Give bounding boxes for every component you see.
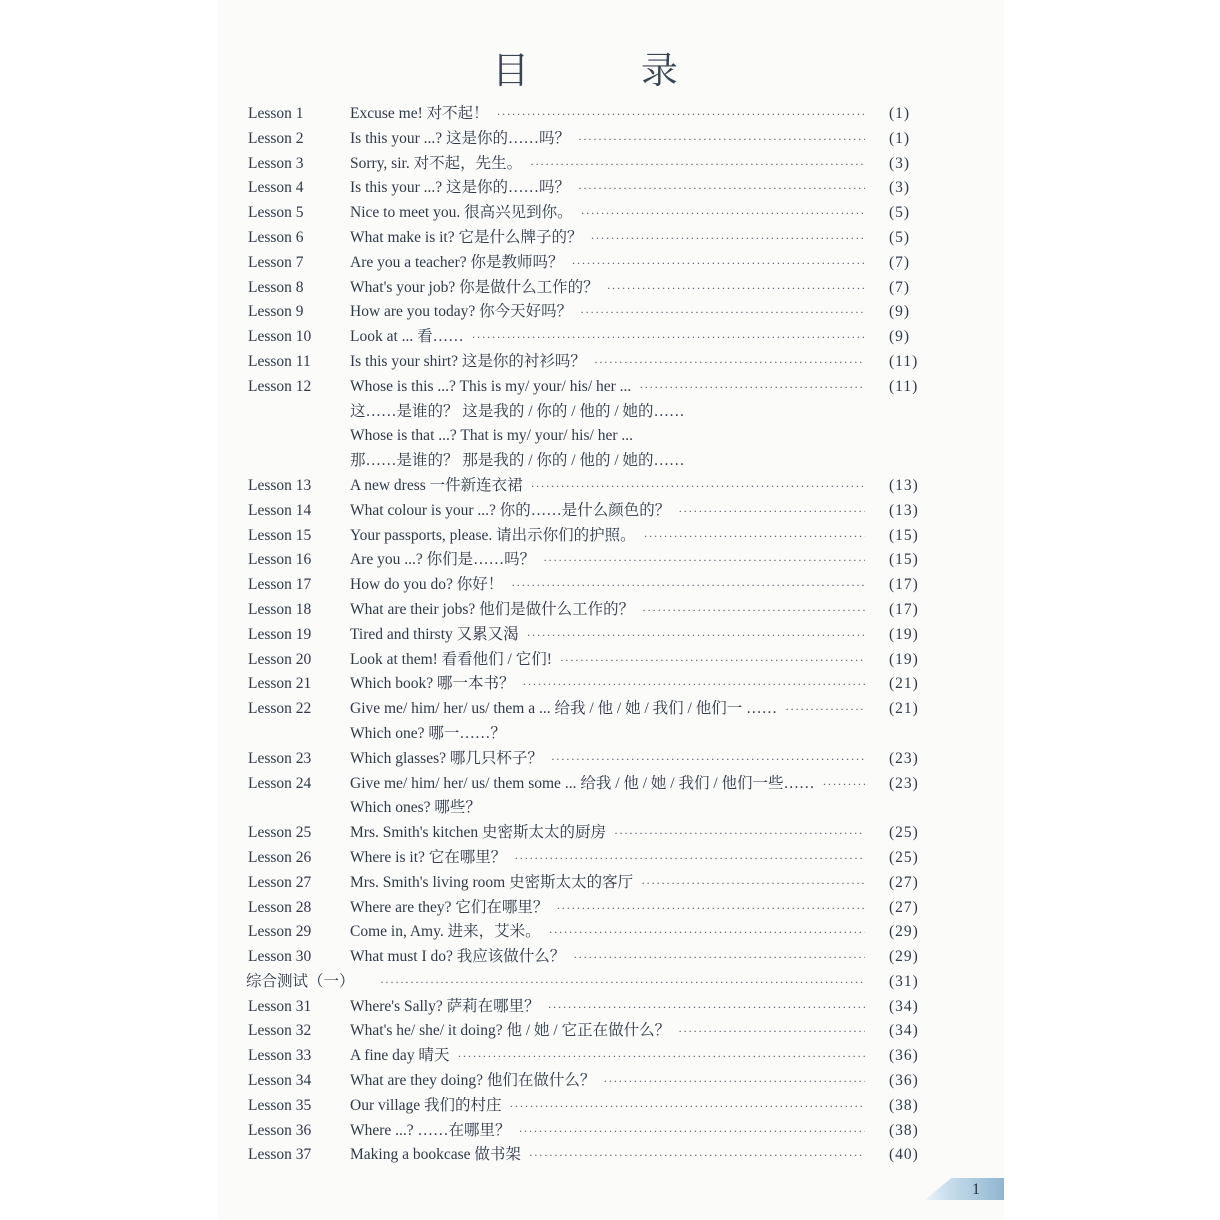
- toc-section-title: 综合测试（一）: [246, 972, 355, 990]
- toc-entry-title: Come in, Amy. 进来，艾米。: [350, 923, 541, 941]
- toc-entry-title: Mrs. Smith's kitchen 史密斯太太的厨房: [350, 824, 606, 842]
- toc-entry: [350, 350, 865, 375]
- dot-leader: [531, 474, 865, 499]
- dot-leader: [530, 152, 865, 177]
- toc-lesson-label: Lesson 35: [248, 1096, 312, 1114]
- toc-row: [0, 226, 1220, 251]
- toc-page-number: (15): [889, 526, 919, 544]
- toc-page-number: (13): [889, 501, 919, 519]
- toc-lesson-label: Lesson 7: [248, 253, 304, 271]
- toc-entry-title: What are their jobs? 他们是做什么工作的？: [350, 600, 635, 618]
- toc-lesson-label: Lesson 14: [248, 501, 312, 519]
- toc-entry: [350, 127, 865, 152]
- dot-leader: [641, 871, 865, 896]
- toc-lesson-label: Lesson 1: [248, 105, 304, 122]
- toc-entry-title: Are you a teacher? 你是教师吗？: [350, 253, 564, 271]
- dot-leader: [571, 251, 865, 276]
- toc-row: [0, 548, 1220, 573]
- toc-lesson-label: Lesson 36: [248, 1121, 312, 1139]
- toc-page-number: (27): [889, 873, 919, 891]
- toc-lesson-label: Lesson 9: [248, 303, 304, 321]
- toc-lesson-label: Lesson 21: [248, 675, 312, 693]
- toc-row: [0, 722, 1220, 747]
- toc-entry: [350, 524, 865, 549]
- toc-row: [0, 796, 1220, 821]
- toc-row: [0, 424, 1220, 449]
- toc-page-number: (15): [889, 551, 919, 569]
- toc-entry: [350, 896, 865, 921]
- toc-lesson-label: Lesson 10: [248, 328, 312, 346]
- toc-lesson-label: Lesson 20: [248, 650, 312, 668]
- dot-leader: [573, 945, 865, 970]
- toc-entry-title: Your passports, please. 请出示你们的护照。: [350, 526, 636, 544]
- toc-entry: [350, 747, 865, 772]
- toc-row: [0, 152, 1220, 177]
- toc-entry: [350, 1019, 865, 1044]
- toc-entry-title: How are you today? 你今天好吗？: [350, 303, 573, 321]
- toc-page-number: (36): [889, 1072, 919, 1090]
- dot-leader: [578, 176, 865, 201]
- toc-entry-title: What's your job? 你是做什么工作的？: [350, 278, 599, 296]
- toc-entry-continuation: Which one? 哪一……？: [350, 724, 506, 742]
- toc-entry-title: Where's Sally? 萨莉在哪里？: [350, 997, 540, 1015]
- toc-row: [0, 375, 1220, 400]
- toc-lesson-label: Lesson 25: [248, 824, 312, 842]
- page-number: 1: [972, 1181, 980, 1198]
- toc-lesson-label: Lesson 23: [248, 749, 312, 767]
- toc-entry-continuation: Which ones? 哪些？: [350, 799, 481, 817]
- toc-entry-title: Mrs. Smith's living room 史密斯太太的客厅: [350, 873, 634, 891]
- toc-lesson-label: Lesson 18: [248, 600, 312, 618]
- toc-entry-title: Give me/ him/ her/ us/ them some ... 给我 / 他 / 她 / 我们 / 他们一些……: [350, 774, 815, 792]
- toc-page-number: (3): [889, 154, 911, 172]
- toc-page-number: (9): [889, 303, 911, 321]
- toc-row: [0, 623, 1220, 648]
- dot-leader: [823, 772, 865, 797]
- toc-entry-title: Give me/ him/ her/ us/ them a ... 给我 / 他 / 她 / 我们 / 他们一 ……: [350, 700, 778, 718]
- toc-row: [0, 747, 1220, 772]
- toc-entry: [350, 499, 865, 524]
- toc-entry-title: Our village 我们的村庄: [350, 1096, 502, 1114]
- toc-row: [0, 251, 1220, 276]
- toc-entry-title: Making a bookcase 做书架: [350, 1146, 521, 1164]
- toc-entry-title: Are you ...? 你们是……吗？: [350, 551, 536, 569]
- toc-entry: [350, 697, 865, 722]
- toc-page-number: (9): [889, 328, 911, 346]
- toc-page-number: (23): [889, 749, 919, 767]
- toc-row: [0, 325, 1220, 350]
- toc-lesson-label: Lesson 19: [248, 625, 312, 643]
- toc-entry-title: Where ...? ……在哪里？: [350, 1121, 511, 1139]
- toc-row: [0, 176, 1220, 201]
- toc-lesson-label: Lesson 8: [248, 278, 304, 296]
- toc-entry: [350, 623, 865, 648]
- toc-entry: [350, 152, 865, 177]
- toc-entry-title: What are they doing? 他们在做什么？: [350, 1072, 596, 1090]
- toc-lesson-label: Lesson 5: [248, 204, 304, 222]
- toc-row: [0, 821, 1220, 846]
- dot-leader: [560, 648, 865, 673]
- dot-leader: [678, 499, 865, 524]
- toc-entry: [350, 201, 865, 226]
- toc-row: [0, 300, 1220, 325]
- toc-lesson-label: Lesson 4: [248, 179, 304, 197]
- toc-row: [0, 1069, 1220, 1094]
- dot-leader: [522, 672, 865, 697]
- toc-entry: [350, 1094, 865, 1119]
- toc-entry: [350, 226, 865, 251]
- toc-entry: [350, 176, 865, 201]
- toc-page-number: (21): [889, 700, 919, 718]
- toc-page-number: (27): [889, 898, 919, 916]
- toc-entry: [350, 573, 865, 598]
- toc-entry-title: Is this your ...? 这是你的……吗？: [350, 129, 571, 147]
- dot-leader: [556, 896, 865, 921]
- dot-leader: [581, 201, 865, 226]
- dot-leader: [510, 1094, 865, 1119]
- toc-lesson-label: Lesson 16: [248, 551, 312, 569]
- dot-leader: [549, 920, 865, 945]
- toc-entry: [350, 995, 865, 1020]
- dot-leader: [594, 350, 865, 375]
- toc-entry: [350, 821, 865, 846]
- toc-entry: [350, 300, 865, 325]
- toc-row: [0, 350, 1220, 375]
- toc-page-number: (19): [889, 650, 919, 668]
- toc-page-number: (38): [889, 1096, 919, 1114]
- toc-lesson-label: Lesson 32: [248, 1022, 312, 1040]
- dot-leader: [457, 1044, 865, 1069]
- dot-leader: [590, 226, 865, 251]
- toc-entry-title: What's he/ she/ it doing? 他 / 她 / 它正在做什么？: [350, 1022, 671, 1040]
- toc-entry: [350, 945, 865, 970]
- toc-row: [0, 945, 1220, 970]
- toc-row: [0, 1094, 1220, 1119]
- toc-page-number: (36): [889, 1047, 919, 1065]
- toc-lesson-label: Lesson 26: [248, 848, 312, 866]
- toc-page-number: (5): [889, 204, 911, 222]
- toc-lesson-label: Lesson 12: [248, 377, 312, 395]
- toc-entry-title: Sorry, sir. 对不起，先生。: [350, 154, 523, 172]
- toc-entry-title: What must I do? 我应该做什么？: [350, 948, 566, 966]
- toc-page-number: (11): [889, 377, 919, 395]
- toc-page-number: (1): [889, 129, 911, 147]
- dot-leader: [543, 548, 865, 573]
- toc-entry-title: What make is it? 它是什么牌子的？: [350, 228, 583, 246]
- page-title: 目 录: [492, 49, 728, 92]
- toc-entry-title: How do you do? 你好！: [350, 576, 504, 594]
- toc-row: [0, 449, 1220, 474]
- toc-page-number: (17): [889, 600, 919, 618]
- toc-lesson-label: Lesson 11: [248, 352, 311, 370]
- toc-entry-continuation: 那……是谁的？ 那是我的 / 你的 / 他的 / 她的……: [350, 452, 685, 470]
- toc-entry-title: What colour is your ...? 你的……是什么颜色的？: [350, 501, 671, 519]
- toc-lesson-label: Lesson 15: [248, 526, 312, 544]
- toc-row: [0, 499, 1220, 524]
- toc-entry-title: Excuse me! 对不起！: [350, 105, 489, 122]
- toc-lesson-label: Lesson 2: [248, 129, 304, 147]
- dot-leader: [639, 375, 865, 400]
- dot-leader: [678, 1019, 865, 1044]
- dot-leader: [527, 623, 865, 648]
- toc-entry: [350, 1143, 865, 1168]
- toc-entry: [350, 1119, 865, 1144]
- toc-page-number: (5): [889, 228, 911, 246]
- toc-entry: [350, 1069, 865, 1094]
- dot-leader: [497, 102, 865, 127]
- toc-lesson-label: Lesson 31: [248, 997, 312, 1015]
- toc-lesson-label: Lesson 6: [248, 228, 304, 246]
- toc-page-number: (21): [889, 675, 919, 693]
- toc-lesson-label: Lesson 29: [248, 923, 312, 941]
- toc-entry-title: Look at ... 看……: [350, 328, 464, 346]
- dot-leader: [578, 127, 865, 152]
- toc-row: [0, 772, 1220, 797]
- toc-entry-continuation: 这……是谁的？ 这是我的 / 你的 / 他的 / 她的……: [350, 402, 685, 420]
- toc-lesson-label: Lesson 30: [248, 948, 312, 966]
- toc-page-number: (34): [889, 1022, 919, 1040]
- toc-entry-title: Nice to meet you. 很高兴见到你。: [350, 204, 573, 222]
- toc-page-number: (29): [889, 923, 919, 941]
- dot-leader: [642, 598, 865, 623]
- toc-entry-title: A new dress 一件新连衣裙: [350, 476, 523, 494]
- toc-row: [0, 573, 1220, 598]
- toc-entry-title: A fine day 晴天: [350, 1047, 450, 1065]
- toc-entry-title: Where are they? 它们在哪里？: [350, 898, 549, 916]
- toc-row: [0, 276, 1220, 301]
- toc-row: [0, 970, 1220, 995]
- toc-row: [0, 102, 1220, 127]
- toc-row: [0, 896, 1220, 921]
- dot-leader: [607, 276, 865, 301]
- toc-page-number: (25): [889, 848, 919, 866]
- dot-leader: [380, 970, 865, 995]
- toc-row: [0, 400, 1220, 425]
- toc-entry: [350, 251, 865, 276]
- toc-row: [0, 474, 1220, 499]
- toc-row: [0, 1044, 1220, 1069]
- toc-entry: [380, 970, 865, 995]
- toc-entry: [350, 672, 865, 697]
- dot-leader: [472, 325, 865, 350]
- toc-entry: [350, 846, 865, 871]
- toc-page-number: (31): [889, 972, 919, 990]
- toc-row: [0, 871, 1220, 896]
- toc-row: [0, 995, 1220, 1020]
- toc-lesson-label: Lesson 13: [248, 476, 312, 494]
- toc-page-number: (17): [889, 576, 919, 594]
- dot-leader: [580, 300, 865, 325]
- toc-row: [0, 920, 1220, 945]
- toc-lesson-label: Lesson 37: [248, 1146, 312, 1164]
- toc-lesson-label: Lesson 33: [248, 1047, 312, 1065]
- toc-lesson-label: Lesson 27: [248, 873, 312, 891]
- toc-row: [0, 598, 1220, 623]
- toc-entry: [350, 548, 865, 573]
- toc-entry-title: Which glasses? 哪几只杯子？: [350, 749, 543, 767]
- dot-leader: [644, 524, 865, 549]
- toc-row: [0, 697, 1220, 722]
- toc-row: [0, 672, 1220, 697]
- toc-entry: [350, 375, 865, 400]
- toc-page-number: (23): [889, 774, 919, 792]
- toc-row: [0, 201, 1220, 226]
- dot-leader: [548, 995, 865, 1020]
- toc-row: [0, 648, 1220, 673]
- toc-row: [0, 524, 1220, 549]
- toc-page-number: (1): [889, 105, 911, 122]
- toc-entry-title: Is this your shirt? 这是你的衬衫吗？: [350, 352, 586, 370]
- toc-entry: [350, 102, 865, 127]
- toc-row: [0, 1119, 1220, 1144]
- toc-page-number: (34): [889, 997, 919, 1015]
- toc-lesson-label: Lesson 3: [248, 154, 304, 172]
- toc-entry: [350, 325, 865, 350]
- dot-leader: [785, 697, 865, 722]
- toc-page-number: (19): [889, 625, 919, 643]
- toc-page-number: (29): [889, 948, 919, 966]
- toc-lesson-label: Lesson 28: [248, 898, 312, 916]
- toc-lesson-label: Lesson 22: [248, 700, 312, 718]
- toc-row: [0, 846, 1220, 871]
- toc-entry: [350, 648, 865, 673]
- toc-lesson-label: Lesson 17: [248, 576, 312, 594]
- table-of-contents: [0, 102, 1220, 1168]
- toc-row: [0, 127, 1220, 152]
- dot-leader: [551, 747, 865, 772]
- toc-lesson-label: Lesson 24: [248, 774, 312, 792]
- dot-leader: [603, 1069, 865, 1094]
- toc-entry-title: Look at them! 看看他们 / 它们!: [350, 650, 552, 668]
- toc-entry-title: Is this your ...? 这是你的……吗？: [350, 179, 571, 197]
- dot-leader: [511, 573, 865, 598]
- dot-leader: [514, 846, 865, 871]
- toc-page-number: (38): [889, 1121, 919, 1139]
- toc-page-number: (7): [889, 253, 911, 271]
- toc-row: [0, 1019, 1220, 1044]
- toc-entry-title: Whose is this ...? This is my/ your/ his/ her ...: [350, 377, 632, 395]
- toc-page-number: (11): [889, 352, 919, 370]
- toc-entry: [350, 474, 865, 499]
- dot-leader: [614, 821, 865, 846]
- toc-entry: [350, 276, 865, 301]
- toc-page-number: (25): [889, 824, 919, 842]
- toc-entry: [350, 920, 865, 945]
- toc-entry: [350, 1044, 865, 1069]
- toc-page-number: (7): [889, 278, 911, 296]
- toc-entry: [350, 598, 865, 623]
- toc-entry-continuation: Whose is that ...? That is my/ your/ his/ her ...: [350, 427, 633, 445]
- toc-entry-title: Which book? 哪一本书？: [350, 675, 515, 693]
- toc-entry-title: Tired and thirsty 又累又渴: [350, 625, 519, 643]
- toc-entry: [350, 772, 865, 797]
- toc-lesson-label: Lesson 34: [248, 1072, 312, 1090]
- toc-row: [0, 1143, 1220, 1168]
- dot-leader: [529, 1143, 865, 1168]
- toc-page-number: (3): [889, 179, 911, 197]
- toc-entry-title: Where is it? 它在哪里？: [350, 848, 507, 866]
- toc-page-number: (40): [889, 1146, 919, 1164]
- dot-leader: [519, 1119, 865, 1144]
- toc-entry: [350, 871, 865, 896]
- toc-page-number: (13): [889, 476, 919, 494]
